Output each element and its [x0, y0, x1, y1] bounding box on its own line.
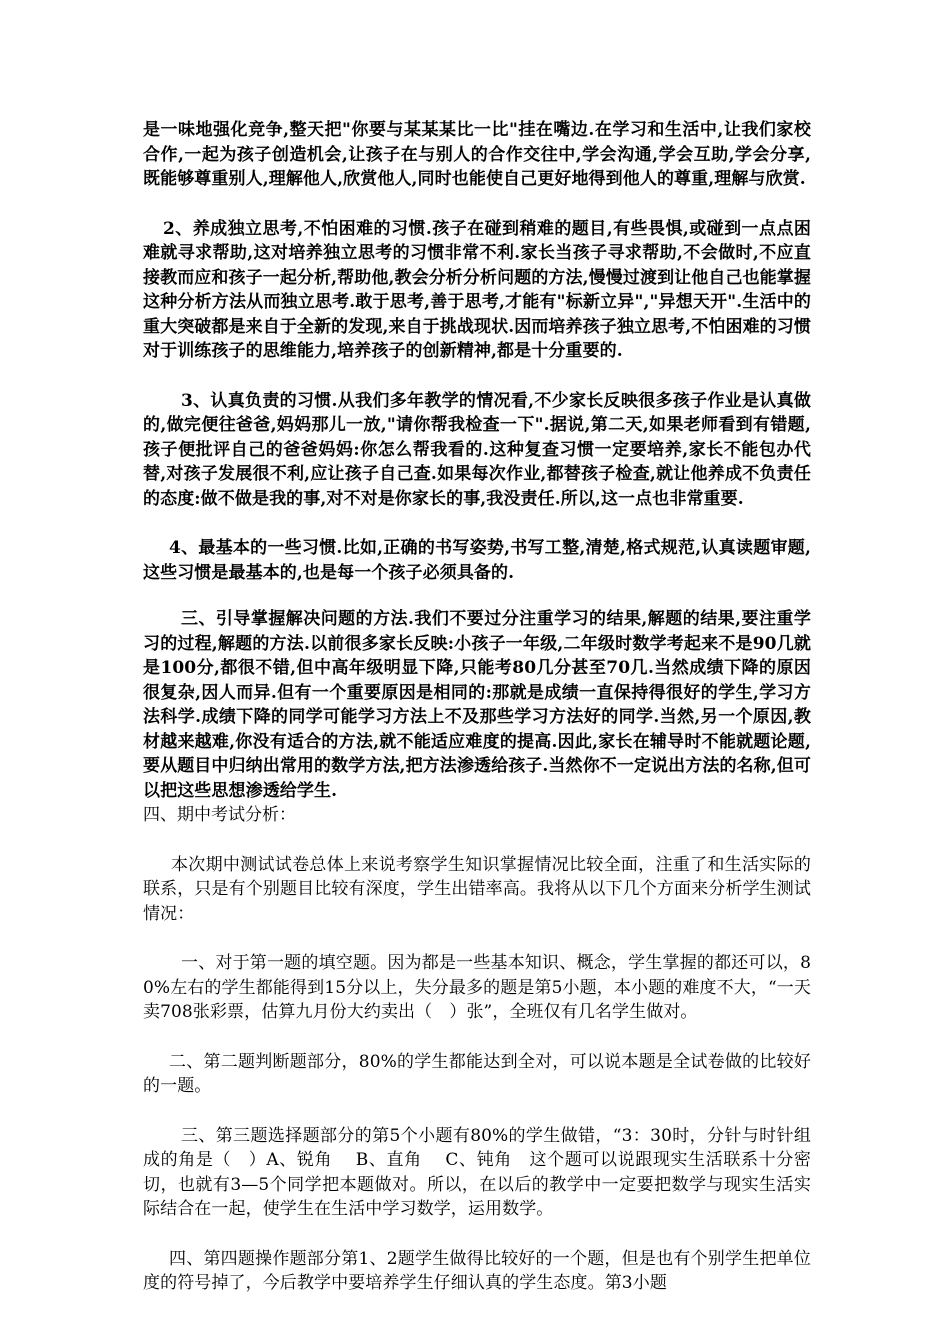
paragraph-problem-solving-methods: 三、引导掌握解决问题的方法.我们不要过分注重学习的结果,解题的结果,要注重学习的过程,解题的方法.以前很多家长反映:小孩子一年级,二年级时数学考起来不是90几就是100分,都很不错,但中高年级明显下降,只能考80几分甚至70几.当然成绩下降的原因很复杂,因人而异.但有一个重要原因是相同的:那就是成绩一直保持得很好的学生,学习方法科学.成绩下降的同学可能学习方法上不及那些学习方法好的同学.当然,另一个原因,教材越来越难,你没有适合的方法,就不能适应难度的提高.因此,家长在辅导时不能就题论题,要从题目中归纳出常用的数学方法,把方法渗透给孩子.当然你不一定说出方法的名称,但可以把这些思想渗透给学生.: [143, 609, 811, 801]
paragraph-operation-questions: 四、第四题操作题部分第1、2题学生做得比较好的一个题，但是也有个别学生把单位度的符号掉了，今后教学中要培养学生仔细认真的学生态度。第3小题: [143, 1248, 811, 1293]
paragraph-true-false: 二、第二题判断题部分，80%的学生都能达到全对，可以说本题是全试卷做的比较好的一题。: [143, 1051, 811, 1096]
section-heading-midterm-analysis: 四、期中考试分析：: [143, 805, 296, 825]
paragraph-independent-thinking: 2、养成独立思考,不怕困难的习惯.孩子在碰到稍难的题目,有些畏惧,或碰到一点点困难就寻求帮助,这对培养独立思考的习惯非常不利.家长当孩子寻求帮助,不会做时,不应直接教而应和孩子一起分析,帮助他,教会分析分析问题的方法,慢慢过渡到让他自己也能掌握这种分析方法从而独立思考.敢于思考,善于思考,才能有"标新立异","异想天开".生活中的重大突破都是来自于全新的发现,来自于挑战现状.因而培养孩子独立思考,不怕困难的习惯对于训练孩子的思维能力,培养孩子的创新精神,都是十分重要的.: [143, 218, 811, 361]
paragraph-exam-overview: 本次期中测试试卷总体上来说考察学生知识掌握情况比较全面，注重了和生活实际的联系，只是有个别题目比较有深度，学生出错率高。我将从以下几个方面来分析学生测试情况：: [143, 854, 811, 924]
document-page: [143, 118, 811, 1296]
paragraph-fill-in-blank: 一、对于第一题的填空题。因为都是一些基本知识、概念，学生掌握的都还可以，80%左右的学生都能得到15分以上，失分最多的题是第5小题，本小题的难度不大，“一天卖708张彩票，估算九月份大约卖出（ ）张”，全班仅有几名学生做对。: [143, 953, 811, 1022]
paragraph-basic-habits: 4、最基本的一些习惯.比如,正确的书写姿势,书写工整,清楚,格式规范,认真读题审题,这些习惯是最基本的,也是每一个孩子必须具备的.: [143, 538, 811, 583]
paragraph-responsibility: 3、认真负责的习惯.从我们多年教学的情况看,不少家长反映很多孩子作业是认真做的,做完便往爸爸,妈妈那儿一放,"请你帮我检查一下".据说,第二天,如果老师看到有错题,孩子便批评自己的爸爸妈妈:你怎么帮我看的.这种复查习惯一定要培养,家长不能包办代替,对孩子发展很不利,应让孩子自己查.如果每次作业,都替孩子检查,就让他养成不负责任的态度:做不做是我的事,对不对是你家长的事,我没责任.所以,这一点也非常重要.: [143, 390, 811, 509]
paragraph-multiple-choice: 三、第三题选择题部分的第5个小题有80%的学生做错，“3：30时，分针与时针组成的角是（ ）A、锐角 B、直角 C、钝角 这个题可以说跟现实生活联系十分密切，也就有3—5个同学把本题做对。所以，在以后的教学中一定要把数学与现实生活实际结合在一起，使学生在生活中学习数学，运用数学。: [143, 1125, 811, 1219]
paragraph-cooperation: 是一味地强化竞争,整天把"你要与某某某比一比"挂在嘴边.在学习和生活中,让我们家校合作,一起为孩子创造机会,让孩子在与别人的合作交往中,学会沟通,学会互助,学会分享,既能够尊重别人,理解他人,欣赏他人,同时也能使自己更好地得到他人的尊重,理解与欣赏.: [143, 120, 811, 189]
